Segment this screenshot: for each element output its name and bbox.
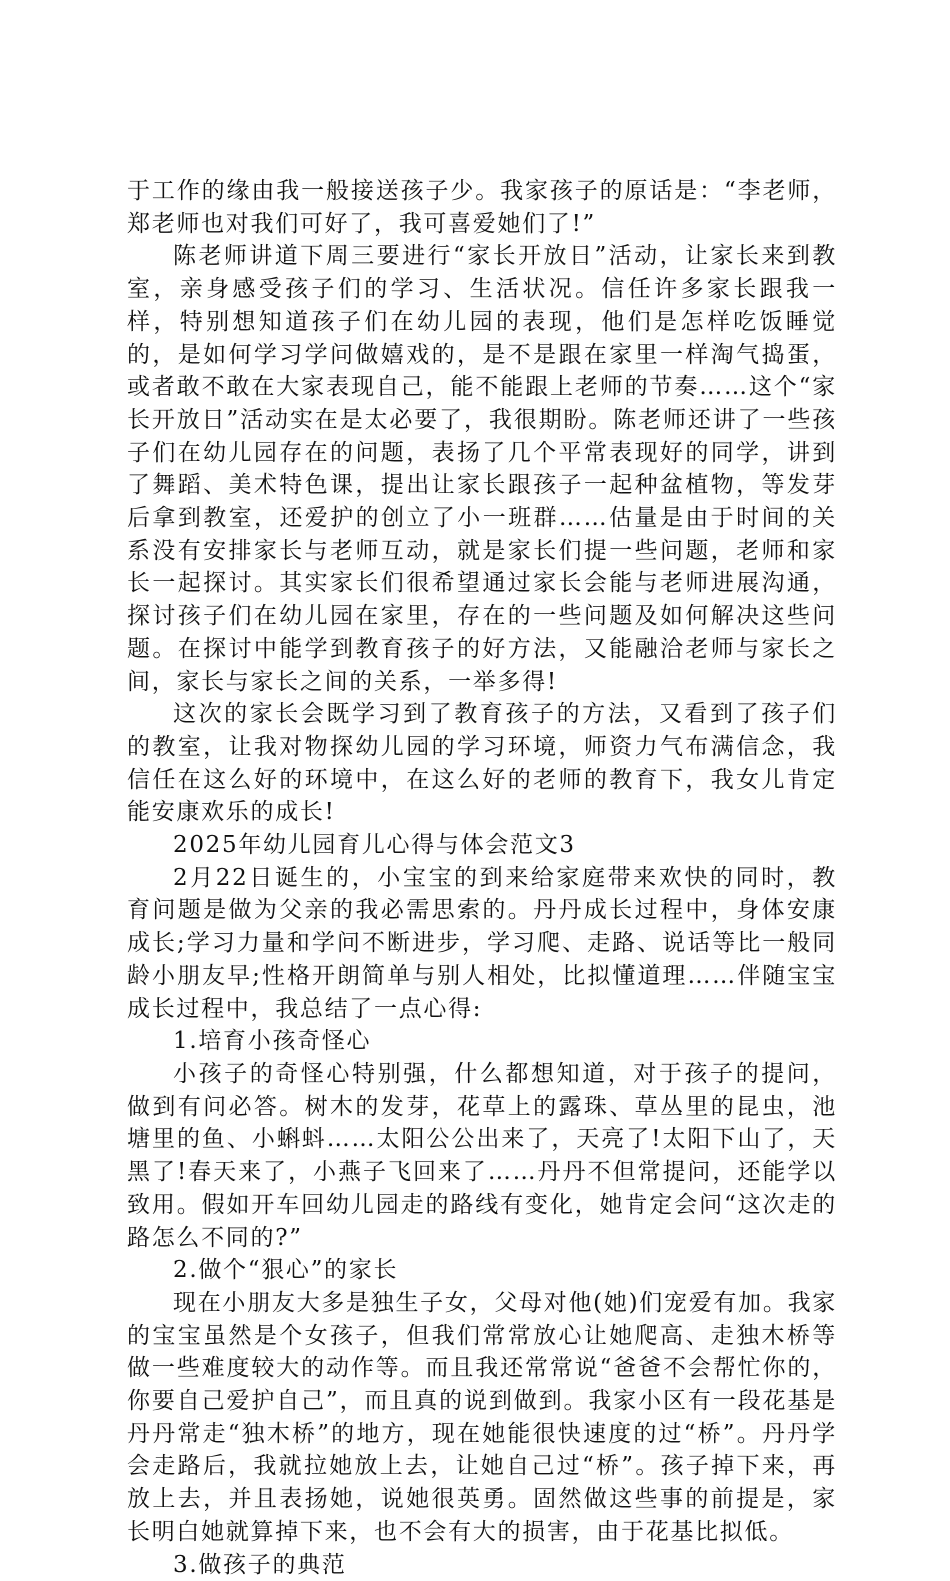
paragraph: 2月22日诞生的，小宝宝的到来给家庭带来欢快的同时，教育问题是做为父亲的我必需思索的。丹丹成长过程中，身体安康成长;学习力量和学问不断进步，学习爬、走路、说话等比一般同龄小朋友早;性格开朗简单与别人相处，比拟懂道理……伴随宝宝成长过程中，我总结了一点心得: [127, 864, 837, 1022]
paragraph: 于工作的缘由我一般接送孩子少。我家孩子的原话是：“李老师，郑老师也对我们可好了，我可喜爱她们了!” [127, 178, 837, 237]
document-body [127, 175, 837, 1581]
subsection-heading: 2.做个“狠心”的家长 [173, 1257, 399, 1284]
subsection-heading: 1.培育小孩奇怪心 [173, 1028, 372, 1055]
paragraph: 小孩子的奇怪心特别强，什么都想知道，对于孩子的提问，做到有问必答。树木的发芽，花草上的露珠、草丛里的昆虫，池塘里的鱼、小蝌蚪……太阳公公出来了，天亮了!太阳下山了，天黑了!春天来了，小燕子飞回来了……丹丹不但常提问，还能学以致用。假如开车回幼儿园走的路线有变化，她肯定会问“这次走的路怎么不同的?” [127, 1060, 837, 1251]
section-title: 2025年幼儿园育儿心得与体会范文3 [173, 832, 576, 859]
paragraph: 陈老师讲道下周三要进行“家长开放日”活动，让家长来到教室，亲身感受孩子们的学习、生活状况。信任许多家长跟我一样，特别想知道孩子们在幼儿园的表现，他们是怎样吃饭睡觉的，是如何学习学问做嬉戏的，是不是跟在家里一样淘气捣蛋，或者敢不敢在大家表现自己，能不能跟上老师的节奏……这个“家长开放日”活动实在是太必要了，我很期盼。陈老师还讲了一些孩子们在幼儿园存在的问题，表扬了几个平常表现好的同学，讲到了舞蹈、美术特色课，提出让家长跟孩子一起种盆植物，等发芽后拿到教室，还爱护的创立了小一班群……估量是由于时间的关系没有安排家长与老师互动，就是家长们提一些问题，老师和家长一起探讨。其实家长们很希望通过家长会能与老师进展沟通，探讨孩子们在幼儿园在家里，存在的一些问题及如何解决这些问题。在探讨中能学到教育孩子的好方法，又能融洽老师与家长之间，家长与家长之间的关系，一举多得! [127, 243, 837, 695]
paragraph: 这次的家长会既学习到了教育孩子的方法，又看到了孩子们的教室，让我对物探幼儿园的学习环境，师资力气布满信念，我信任在这么好的环境中，在这么好的老师的教育下，我女儿肯定能安康欢乐的成长! [127, 701, 837, 826]
paragraph: 现在小朋友大多是独生子女，父母对他(她)们宠爱有加。我家的宝宝虽然是个女孩子，但我们常常放心让她爬高、走独木桥等做一些难度较大的动作等。而且我还常常说“爸爸不会帮忙你的，你要自己爱护自己”，而且真的说到做到。我家小区有一段花基是丹丹常走“独木桥”的地方，现在她能很快速度的过“桥”。丹丹学会走路后，我就拉她放上去，让她自己过“桥”。孩子掉下来，再放上去，并且表扬她，说她很英勇。固然做这些事的前提是，家长明白她就算掉下来，也不会有大的损害，由于花基比拟低。 [127, 1289, 837, 1545]
subsection-heading: 3.做孩子的典范 [173, 1551, 347, 1578]
